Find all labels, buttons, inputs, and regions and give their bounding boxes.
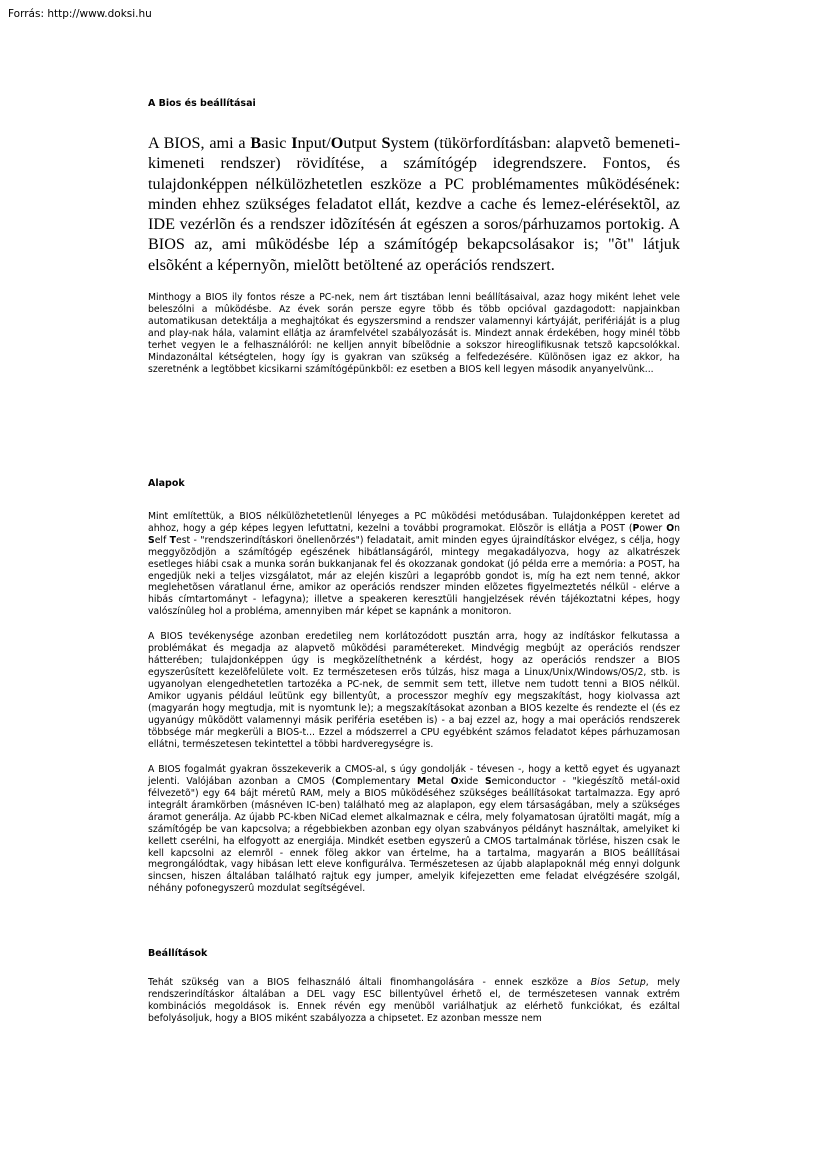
para-text: elf bbox=[154, 534, 170, 546]
section-heading-beallitasok: Beállítások bbox=[148, 948, 208, 960]
para-text: emiconductor - "kiegészítõ metál-oxid félvezetõ") egy 64 bájt méretû RAM, mely a BIOS mûködéséhez szükséges beállításokat tartalmazza. Egy apró integrált áramkörben (másnéven IC-ben) található meg az alaplapon, egy elem társaságában, mely a szükséges áramot generálja. Az újabb PC-kben NiCad elemet alkalmaznak e célra, mely folyamatosan újratölti magát, míg a számítógép be van kapcsolva; a régebbiekben azonban egy olyan szabványos példányt használtak, amelyiket ki kellett cserélni, ha elfogyott az energiája. Mindkét esetben egyszerû a CMOS tartalmának törlése, hiszen csak le kell kapcsolni az elemrõl - ennek föleg akkor van értelme, ha a tartalma, magyarán a BIOS beállításai megrongálódtak, vagy hibásan lett eleve konfigurálva. Természetesen az újabb alaplapoknál még ennyi dolgunk sincsen, hiszen általában található rajtuk egy jumper, amelyik kifejezetten eme feladat elvégzésére szolgál, néhány pofonegyszerû mozdulat segítségével. bbox=[148, 775, 681, 895]
beallitasok-paragraph-1 bbox=[148, 977, 680, 1025]
alapok-paragraph-3 bbox=[148, 764, 680, 895]
para-emphasis: M bbox=[417, 775, 427, 787]
lead-text: asic bbox=[261, 134, 292, 152]
lead-emphasis: S bbox=[381, 134, 391, 152]
para-text: , mely rendszerindításkor általában a DEL vagy ESC billentyûvel érhetõ el, de természetesen vannak extrém kombinációs megoldások is. Ennek révén egy menübõl variálhatjuk az elérhetõ funkciókat, és ezáltal befolyásoljuk, hogy a BIOS miként szabályozza a chipsetet. Ez azonban messze nem bbox=[148, 977, 681, 1025]
para-text: Mint említettük, a BIOS nélkülözhetetlenül lényeges a PC mûködési metódusában. Tulajdonképpen keretet ad ahhoz, hogy a gép képes legyen lefuttatni, kezelni a további programokat. Elõször is ellátja a POST ( bbox=[148, 510, 680, 534]
para-emphasis: P bbox=[632, 522, 640, 534]
lead-text: ystem (tükörfordításban: alapvetõ bemeneti-kimeneti rendszer) rövidítése, a számítógép idegrendszere. Fontos, és tulajdonképpen nélkülözhetetlen eszköze a PC problémamentes mûködésének: minden ehhez szükséges feladatot ellát, kezdve a cache és lemez-elérésektõl, az IDE vezérlõn és a rendszer idõzítésén át egészen a soros/párhuzamos portokig. A BIOS az, ami mûködésbe lép a számítógép bekapcsolásakor is; "õt" látjuk elsõként a képernyõn, mielõtt betöltené az operációs rendszert. bbox=[148, 134, 681, 274]
para-text: A BIOS fogalmát gyakran összekeverik a CMOS-al, s úgy gondolják - tévesen -, hogy a kettõ egyet és ugyanazt jelenti. Valójában azonban a CMOS ( bbox=[148, 763, 680, 787]
para-text: Tehát szükség van a BIOS felhasználó általi finomhangolására - ennek eszköze a bbox=[148, 977, 591, 989]
lead-text: utput bbox=[343, 134, 382, 152]
para-emphasis: C bbox=[335, 775, 343, 787]
lead-emphasis: O bbox=[330, 134, 344, 152]
para-text: ower bbox=[639, 522, 667, 534]
para-emphasis: O bbox=[666, 522, 675, 534]
para-text: xide bbox=[458, 775, 485, 787]
para-emphasis: O bbox=[450, 775, 459, 787]
alapok-paragraph-2: A BIOS tevékenysége azonban eredetileg nem korlátozódott pusztán arra, hogy az indításkor felkutassa a problémákat és megadja az alapvetõ mûködési paramétereket. Mindvégig megbújt az operációs rendszer hátterében; tulajdonképpen úgy is megközelíthetnénk a kérdést, hogy az operációs rendszer a BIOS egyszerûsített kezelõfelülete volt. Ez természetesen erõs túlzás, hisz maga a Linux/Unix/Windows/OS/2, stb. is ugyanolyan elengedhetetlen tartozéka a PC-nek, de semmit sem tett, illetve nem tudott tenni a BIOS nélkül. Amikor ugyanis például leütünk egy billentyût, a processzor meghív egy megszakítást, hogy kiolvassa azt (magyarán hogy megtudja, mit is nyomtunk le); a megszakításokat azonban a BIOS kezelte és rendezte el (és ez ugyanúgy mûködött valamennyi másik periféria esetében is) - a baj ezzel az, hogy a mai operációs rendszerek többsége már megkerüli a BIOS-t... Ezzel a módszerrel a CPU egyébként számos feladatot képes párhuzamosan ellátni, természetesen tekintettel a többi hardveregységre is. bbox=[148, 631, 680, 750]
para-italic: Bios Setup bbox=[590, 977, 646, 989]
lead-text: A BIOS, ami a bbox=[148, 134, 251, 152]
para-text: etal bbox=[426, 775, 451, 787]
document-page bbox=[148, 98, 680, 1025]
intro-paragraph: Minthogy a BIOS ily fontos része a PC-nek, nem árt tisztában lenni beállításaival, azaz hogy miként lehet vele beleszólni a mûködésbe. Az évek során persze egyre több és több opcióval gazdagodott: napjainkban automatikusan detektálja a meghajtókat és egyszersmind a rendszer valamennyi kártyáját, perifériáját is a plug and play-nak hála, valamint ellátja az áramfelvétel szabályozását is. Mindezt annak érdekében, hogy minél több terhet vegyen le a felhasználóról: ne kelljen annyit bíbelõdnie a sokszor hireoglifikusnak tetszõ kapcsolókkal. Mindazonáltal kétségtelen, hogy így is gyakran van szükség a felfedezésére. Különösen igaz ez akkor, ha szeretnénk a legtöbbet kicsikarni számítógépünkbõl: ez esetben a BIOS kell legyen második anyanyelvünk... bbox=[148, 292, 680, 375]
para-emphasis: S bbox=[148, 534, 155, 546]
document-title: A Bios és beállításai bbox=[148, 98, 256, 109]
para-emphasis: S bbox=[484, 775, 492, 787]
para-text: est - "rendszerindításkori önellenõrzés") feladatait, amit minden egyes újraindításkor elvégez, s célja, hogy meggyõzõdjön a számítógép egészének hibátlanságáról, mintegy megakadályozva, hogy az alkatrészek esetleges hiábi csak a munka során bukkanjanak fel és okozzanak gondokat (jó példa erre a memória: a POST, ha engedjük neki a teljes vizsgálatot, már az elején kiszûri a legapróbb gondot is, míg ha ezt nem tenné, akkor meglehetõsen váratlanul érne, amikor az operációs rendszer minden elõzetes figyelmeztetés nélkül - elérve a hibás címtartományt - lefagyna); illetve a speakeren keresztüli hangjelzések révén tájékoztatni képes, hogy valószínûleg hol a probléma, amennyiben már képet se kapnánk a monitoron. bbox=[148, 534, 680, 618]
lead-text: nput/ bbox=[297, 134, 331, 152]
section-heading-alapok: Alapok bbox=[148, 477, 185, 489]
alapok-paragraph-1 bbox=[148, 511, 680, 619]
para-text: n bbox=[674, 522, 680, 534]
para-emphasis: T bbox=[169, 534, 176, 546]
lead-emphasis: I bbox=[291, 134, 298, 152]
lead-paragraph bbox=[148, 133, 680, 275]
para-text: omplementary bbox=[342, 775, 418, 787]
source-label: Forrás: http://www.doksi.hu bbox=[8, 8, 152, 20]
lead-emphasis: B bbox=[250, 134, 262, 152]
